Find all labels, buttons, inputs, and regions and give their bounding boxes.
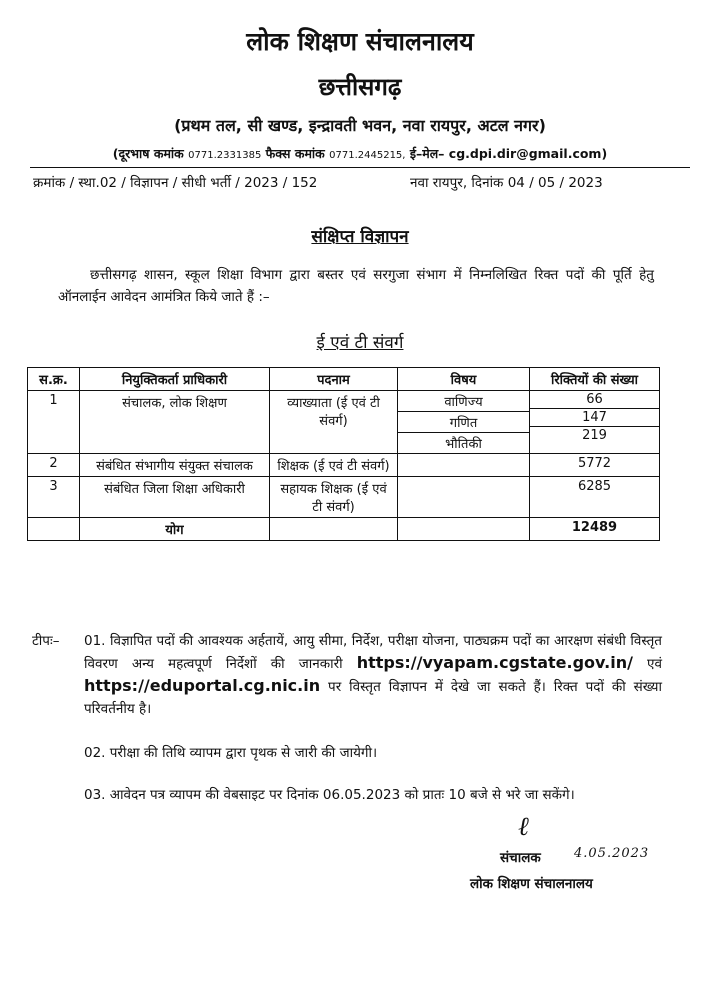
eduportal-link[interactable]: https://eduportal.cg.nic.in <box>84 676 321 695</box>
handwritten-signature: ℓ <box>518 812 529 842</box>
vacancy-table <box>27 367 660 541</box>
col-header-post: पदनाम <box>270 368 398 391</box>
signatory-designation: संचालक <box>500 850 541 866</box>
signatory-office: लोक शिक्षण संचालनालय <box>470 876 593 892</box>
subject-item: भौतिकी <box>445 437 482 452</box>
note-1-and: एवं <box>647 656 663 672</box>
subject-item: वाणिज्य <box>398 391 529 412</box>
row-vacancies <box>530 391 660 454</box>
office-address: (प्रथम तल, सी खण्ड, इन्द्रावती भवन, नवा रायपुर, अटल नगर) <box>174 116 546 135</box>
col-header-authority: नियुक्तिकर्ता प्राधिकारी <box>80 368 270 391</box>
row-authority: संबंधित जिला शिक्षा अधिकारी <box>80 477 270 518</box>
note-2: 02. परीक्षा की तिथि व्यापम द्वारा पृथक से जारी की जायेगी। <box>84 745 378 761</box>
phone-number: 0771.2331385 <box>188 150 262 161</box>
col-header-subject: विषय <box>398 368 530 391</box>
table-total-row <box>28 518 660 541</box>
row-sno: 2 <box>28 454 80 477</box>
intro-paragraph: छत्तीसगढ़ शासन, स्कूल शिक्षा विभाग द्वारा बस्तर एवं सरगुजा संभाग में निम्नलिखित रिक्त पदों की पूर्ति हेतु ऑनलाईन आवेदन आमंत्रित किये जाते हैं :– <box>58 267 654 305</box>
notes-label: टीपः– <box>32 633 60 649</box>
row-post: सहायक शिक्षक (ई एवं टी संवर्ग) <box>270 477 398 518</box>
col-header-sno: स.क्र. <box>28 368 80 391</box>
row-vacancy: 5772 <box>530 454 660 477</box>
subject-item: गणित <box>398 412 529 433</box>
contact-line <box>0 145 720 162</box>
row-vacancy: 6285 <box>530 477 660 518</box>
row-subject-empty <box>398 454 530 477</box>
row-authority: संचालक, लोक शिक्षण <box>80 391 270 454</box>
office-title: लोक शिक्षण संचालनालय <box>246 27 474 56</box>
signature-block <box>470 812 680 912</box>
total-label: योग <box>80 518 270 541</box>
table-header-row <box>28 368 660 391</box>
vacancy-item: 66 <box>530 391 659 409</box>
total-empty-cell <box>270 518 398 541</box>
subject-heading: संक्षिप्त विज्ञापन <box>311 227 409 247</box>
row-subject-empty <box>398 477 530 518</box>
phone-label: (दूरभाष कमांक <box>112 146 184 161</box>
note-1-prefix: 01. विज्ञापित पदों की आवश्यक अर्हतायें, आयु सीमा, निर्देश, परीक्षा योजना, पाठ्यक्रम पदों का आरक्षण संबंधी विस्तृत विवरण अन्य महत्वपूर्ण निर्देशों की जानकारी <box>84 633 662 672</box>
row-subjects <box>398 391 530 454</box>
note-1 <box>84 630 662 720</box>
row-post: व्याख्याता (ई एवं टी संवर्ग) <box>270 391 398 454</box>
fax-number: 0771.2445215, <box>329 150 406 161</box>
total-empty-cell <box>28 518 80 541</box>
email-address: cg.dpi.dir@gmail.com) <box>448 146 608 161</box>
row-sno: 3 <box>28 477 80 518</box>
total-empty-cell <box>398 518 530 541</box>
note-1-suffix: पर विस्तृत विज्ञापन में देखे जा सकते हैं। रिक्त पदों की संख्या परिवर्तनीय है। <box>84 679 662 717</box>
header-divider <box>30 167 690 168</box>
fax-label: फैक्स कमांक <box>265 146 325 161</box>
order-place-date: नवा रायपुर, दिनांक 04 / 05 / 2023 <box>410 175 603 191</box>
vacancy-item: 219 <box>582 428 607 443</box>
row-post: शिक्षक (ई एवं टी संवर्ग) <box>270 454 398 477</box>
note-3: 03. आवेदन पत्र व्यापम की वेबसाइट पर दिनांक 06.05.2023 को प्रातः 10 बजे से भरे जा सकेंगे। <box>84 787 575 803</box>
order-number: क्रमांक / स्था.02 / विज्ञापन / सीधी भर्ती / 2023 / 152 <box>33 175 318 191</box>
table-row <box>28 391 660 454</box>
row-sno: 1 <box>28 391 80 454</box>
table-row <box>28 477 660 518</box>
vyapam-link[interactable]: https://vyapam.cgstate.gov.in/ <box>356 653 633 672</box>
email-label: ई–मेल– <box>409 146 445 161</box>
row-authority: संबंधित संभागीय संयुक्त संचालक <box>80 454 270 477</box>
cadre-heading: ई एवं टी संवर्ग <box>316 333 404 353</box>
signature-date: 4.05.2023 <box>574 846 650 861</box>
table-row <box>28 454 660 477</box>
vacancy-item: 147 <box>530 409 659 427</box>
state-title: छत्तीसगढ़ <box>318 73 402 101</box>
total-value: 12489 <box>530 518 660 541</box>
col-header-vacancies: रिक्तियों की संख्या <box>530 368 660 391</box>
